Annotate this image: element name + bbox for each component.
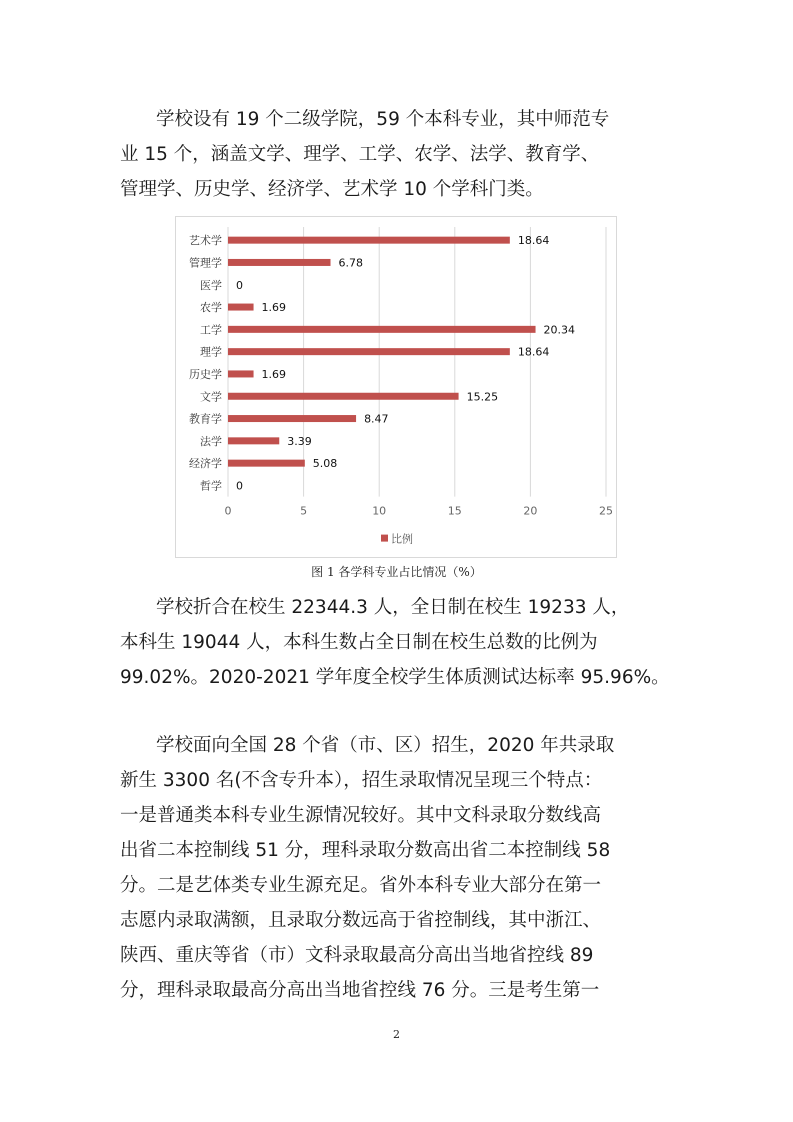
x-tick-label: 20 — [523, 504, 538, 518]
category-label: 历史学 — [189, 367, 222, 381]
category-label: 工学 — [200, 323, 222, 337]
category-label: 医学 — [200, 278, 222, 292]
data-label: 20.34 — [543, 323, 576, 337]
category-label: 农学 — [200, 301, 222, 315]
x-tick-label: 10 — [372, 504, 387, 518]
text-line: 陕西、重庆等省（市）文科录取最高分高出当地省控线 89 — [120, 945, 594, 966]
category-label: 法学 — [200, 434, 222, 448]
category-label: 经济学 — [189, 457, 222, 471]
category-label: 文学 — [200, 390, 222, 404]
text-line: 管理学、历史学、经济学、艺术学 10 个学科门类。 — [120, 179, 544, 200]
text-line: 志愿内录取满额，且录取分数远高于省控制线，其中浙江、 — [120, 910, 602, 931]
bar — [228, 437, 279, 444]
text-line: 学校设有 19 个二级学院，59 个本科专业，其中师范专 — [156, 109, 610, 130]
page-number: 2 — [393, 1028, 400, 1041]
paragraph-enrollment — [120, 590, 680, 695]
category-label: 理学 — [200, 345, 222, 359]
text-line: 学校面向全国 28 个省（市、区）招生，2020 年共录取 — [156, 735, 615, 756]
chart-container — [175, 216, 617, 558]
category-label: 教育学 — [189, 412, 222, 426]
text-line: 99.02%。2020-2021 学年度全校学生体质测试达标率 95.96%。 — [120, 667, 670, 688]
category-label: 哲学 — [200, 479, 222, 493]
data-label: 15.25 — [466, 390, 499, 404]
figure-caption: 图 1 各学科专业占比情况（%） — [311, 565, 482, 579]
bar — [228, 326, 536, 333]
data-label: 1.69 — [261, 301, 287, 315]
data-label: 18.64 — [517, 345, 550, 359]
text-line: 分，理科录取最高分高出当地省控线 76 分。三是考生第一 — [120, 980, 600, 1001]
bar — [228, 304, 254, 311]
text-line: 业 15 个，涵盖文学、理学、工学、农学、法学、教育学、 — [120, 144, 600, 165]
bar-chart — [176, 217, 616, 557]
text-line: 学校折合在校生 22344.3 人，全日制在校生 19233 人， — [156, 597, 630, 618]
x-tick-label: 15 — [447, 504, 462, 518]
text-line: 一是普通类本科专业生源情况较好。其中文科录取分数线高 — [120, 805, 602, 826]
bar — [228, 348, 510, 355]
data-label: 5.08 — [312, 457, 338, 471]
text-line: 分。二是艺体类专业生源充足。省外本科专业大部分在第一 — [120, 875, 602, 896]
text-line: 新生 3300 名(不含专升本），招生录取情况呈现三个特点： — [120, 770, 603, 791]
bar — [228, 370, 254, 377]
bar — [228, 393, 459, 400]
x-tick-label: 0 — [224, 504, 232, 518]
data-label: 1.69 — [261, 367, 287, 381]
x-tick-label: 25 — [599, 504, 613, 518]
category-label: 管理学 — [189, 256, 222, 270]
text-line: 出省二本控制线 51 分，理科录取分数高出省二本控制线 58 — [120, 840, 611, 861]
data-label: 0 — [236, 479, 243, 493]
legend-label: 比例 — [391, 532, 413, 546]
text-line: 本科生 19044 人，本科生数占全日制在校生总数的比例为 — [120, 632, 598, 653]
data-label: 6.78 — [338, 256, 364, 270]
bar — [228, 259, 331, 266]
paragraph-college-overview — [120, 102, 680, 207]
x-tick-label: 5 — [300, 504, 308, 518]
paragraph-admissions — [120, 728, 680, 1008]
data-label: 8.47 — [364, 412, 389, 426]
bar — [228, 415, 356, 422]
data-label: 18.64 — [517, 234, 550, 248]
bar — [228, 460, 305, 467]
data-label: 3.39 — [287, 434, 312, 448]
bar — [228, 237, 510, 244]
category-label: 艺术学 — [189, 234, 222, 248]
data-label: 0 — [236, 278, 243, 292]
legend-swatch — [381, 535, 388, 542]
